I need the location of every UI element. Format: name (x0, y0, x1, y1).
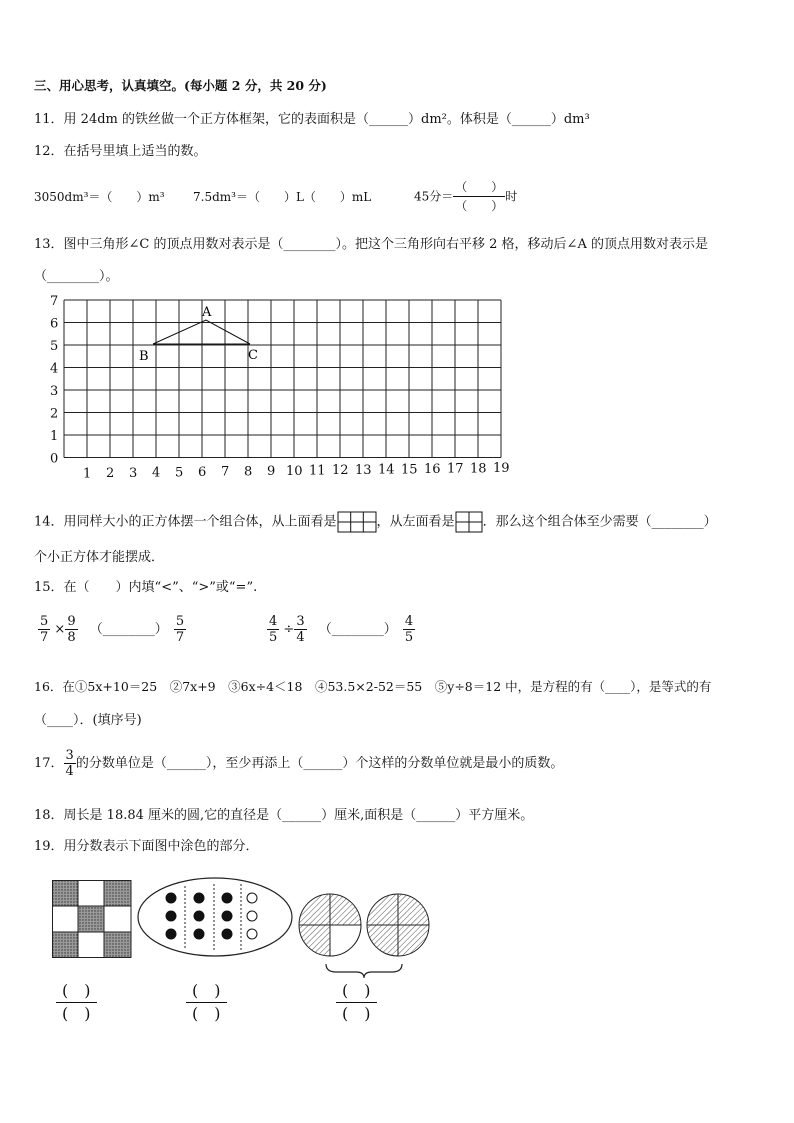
x-tick-label: 10 (286, 463, 303, 479)
question-13-line1: 13．图中三角形∠C 的顶点用数对表示是（________）。把这个三角形向右平移 2 格，移动后∠A 的顶点用数对表示是 (34, 237, 708, 252)
operator: ÷ (283, 622, 295, 637)
checkerboard-figure (52, 880, 132, 958)
q17-text: 的分数单位是（______），至少再添上（______）个这样的分数单位就是最小的质数。 (75, 756, 564, 771)
x-tick-label: 4 (152, 465, 161, 480)
x-tick-label: 9 (267, 464, 276, 480)
x-tick-label: 17 (447, 461, 464, 477)
filled-dot (222, 929, 232, 939)
q19-blank-1 (56, 980, 97, 1025)
coordinate-grid (30, 294, 510, 480)
numerator: 9 (67, 614, 76, 629)
x-tick-label: 5 (175, 465, 184, 480)
filled-dot (222, 911, 232, 921)
question-18: 18．周长是 18.84 厘米的圆,它的直径是（______）厘米,面积是（______）平方厘米。 (34, 808, 534, 823)
x-tick-label: 19 (493, 461, 510, 477)
question-16-line2: （____）．(填序号) (34, 713, 142, 728)
y-tick-label: 1 (50, 429, 59, 444)
q19-blank-3 (336, 980, 377, 1025)
y-tick-label: 0 (50, 451, 59, 467)
q15-expression-1 (38, 614, 186, 645)
x-tick-label: 3 (129, 465, 138, 480)
x-tick-label: 8 (244, 464, 253, 480)
filled-dot (194, 929, 204, 939)
fraction (65, 614, 77, 645)
left-view-icon (455, 511, 483, 533)
q14-part3: ．那么这个组合体至少需要（________） (482, 514, 717, 530)
hollow-dot (247, 929, 257, 939)
q12-fraction-numerator: （ ） (453, 178, 505, 197)
hollow-dot (247, 893, 257, 903)
question-13-line2: （________）。 (34, 269, 119, 284)
q15-expression-2 (267, 614, 415, 645)
numerator: 5 (175, 614, 185, 629)
fraction (38, 614, 50, 645)
q12-fraction (453, 178, 505, 215)
numerator: ( ) (186, 980, 227, 1003)
answer-blank: （________） (318, 622, 397, 637)
x-tick-label: 13 (355, 462, 372, 478)
q17-fraction (64, 748, 76, 779)
q12-part2: 7.5dm³＝（ ）L（ ）mL (193, 190, 372, 204)
x-tick-label: 14 (378, 462, 395, 478)
q12-part3-suffix: 时 (505, 189, 518, 204)
x-tick-label: 15 (401, 462, 418, 478)
x-tick-label: 12 (332, 463, 349, 479)
fraction (267, 614, 279, 645)
question-12: 12．在括号里填上适当的数。 (34, 144, 207, 159)
denominator: ( ) (342, 1004, 371, 1023)
fraction (403, 614, 415, 645)
x-tick-label: 1 (83, 466, 92, 480)
question-17 (34, 748, 563, 779)
answer-blank: （________） (89, 622, 168, 637)
question-11: 11．用 24dm 的铁丝做一个正方体框架，它的表面积是（______）dm²。体积是（______）dm³ (34, 112, 590, 127)
q12-part3-prefix: 45分＝ (414, 189, 454, 204)
denominator: 7 (175, 630, 185, 645)
denominator: 4 (65, 764, 74, 779)
numerator: 3 (296, 614, 305, 629)
x-tick-label: 7 (221, 464, 230, 480)
question-14-line1 (34, 511, 717, 533)
filled-dot (194, 911, 204, 921)
y-tick-label: 5 (50, 339, 59, 354)
x-tick-label: 18 (470, 461, 487, 477)
point-label-c: C (248, 348, 258, 363)
denominator: ( ) (62, 1004, 91, 1023)
numerator: ( ) (336, 980, 377, 1003)
hollow-dot (247, 911, 257, 921)
q12-fraction-denominator: （ ） (455, 199, 504, 213)
filled-dot (166, 929, 176, 939)
section-title: 三、用心思考，认真填空。(每小题 2 分，共 20 分) (34, 78, 327, 93)
y-tick-label: 3 (50, 384, 59, 399)
numerator: 4 (404, 614, 414, 629)
q19-blank-2 (186, 980, 227, 1025)
denominator: 5 (269, 630, 278, 645)
operator: × (54, 622, 66, 637)
point-label-a: A (202, 305, 212, 320)
denominator: ( ) (192, 1004, 221, 1023)
filled-dot (166, 893, 176, 903)
filled-dot (166, 911, 176, 921)
numerator: 4 (269, 614, 278, 629)
denominator: 5 (404, 630, 414, 645)
x-tick-label: 2 (106, 466, 115, 480)
q14-part1: 14．用同样大小的正方体摆一个组合体，从上面看是 (34, 514, 337, 530)
question-16-line1: 16．在①5x+10＝25 ②7x+9 ③6x÷4＜18 ④53.5×2-52＝55 ⑤y÷8＝12 中，是方程的有（____），是等式的有 (34, 679, 712, 694)
x-tick-label: 16 (424, 462, 441, 477)
numerator: 3 (65, 748, 74, 763)
fraction (294, 614, 306, 645)
point-label-b: B (139, 349, 149, 364)
filled-dot (222, 893, 232, 903)
question-15: 15．在（ ）内填“<”、“>”或“=”. (34, 580, 258, 595)
numerator: ( ) (56, 980, 97, 1003)
y-tick-label: 4 (50, 361, 59, 377)
numerator: 5 (40, 614, 49, 629)
q12-part1: 3050dm³＝（ ）m³ (34, 190, 165, 204)
denominator: 4 (296, 630, 305, 645)
question-19: 19．用分数表示下面图中涂色的部分． (34, 839, 259, 854)
denominator: 7 (40, 630, 49, 645)
y-tick-label: 6 (50, 316, 59, 332)
q17-number: 17． (34, 756, 64, 771)
filled-dot (194, 893, 204, 903)
circles-figure (296, 892, 436, 982)
x-tick-label: 6 (198, 465, 207, 480)
ellipse-dots-figure (136, 876, 296, 960)
q14-part2: ，从左面看是 (376, 514, 455, 530)
y-tick-label: 2 (50, 406, 59, 422)
x-tick-label: 11 (309, 463, 326, 479)
y-tick-label: 7 (50, 294, 59, 309)
denominator: 8 (67, 630, 76, 645)
q12-part3 (414, 178, 517, 215)
fraction (174, 614, 186, 645)
question-14-line2: 个小正方体才能摆成． (34, 550, 165, 565)
top-view-icon (337, 511, 377, 533)
